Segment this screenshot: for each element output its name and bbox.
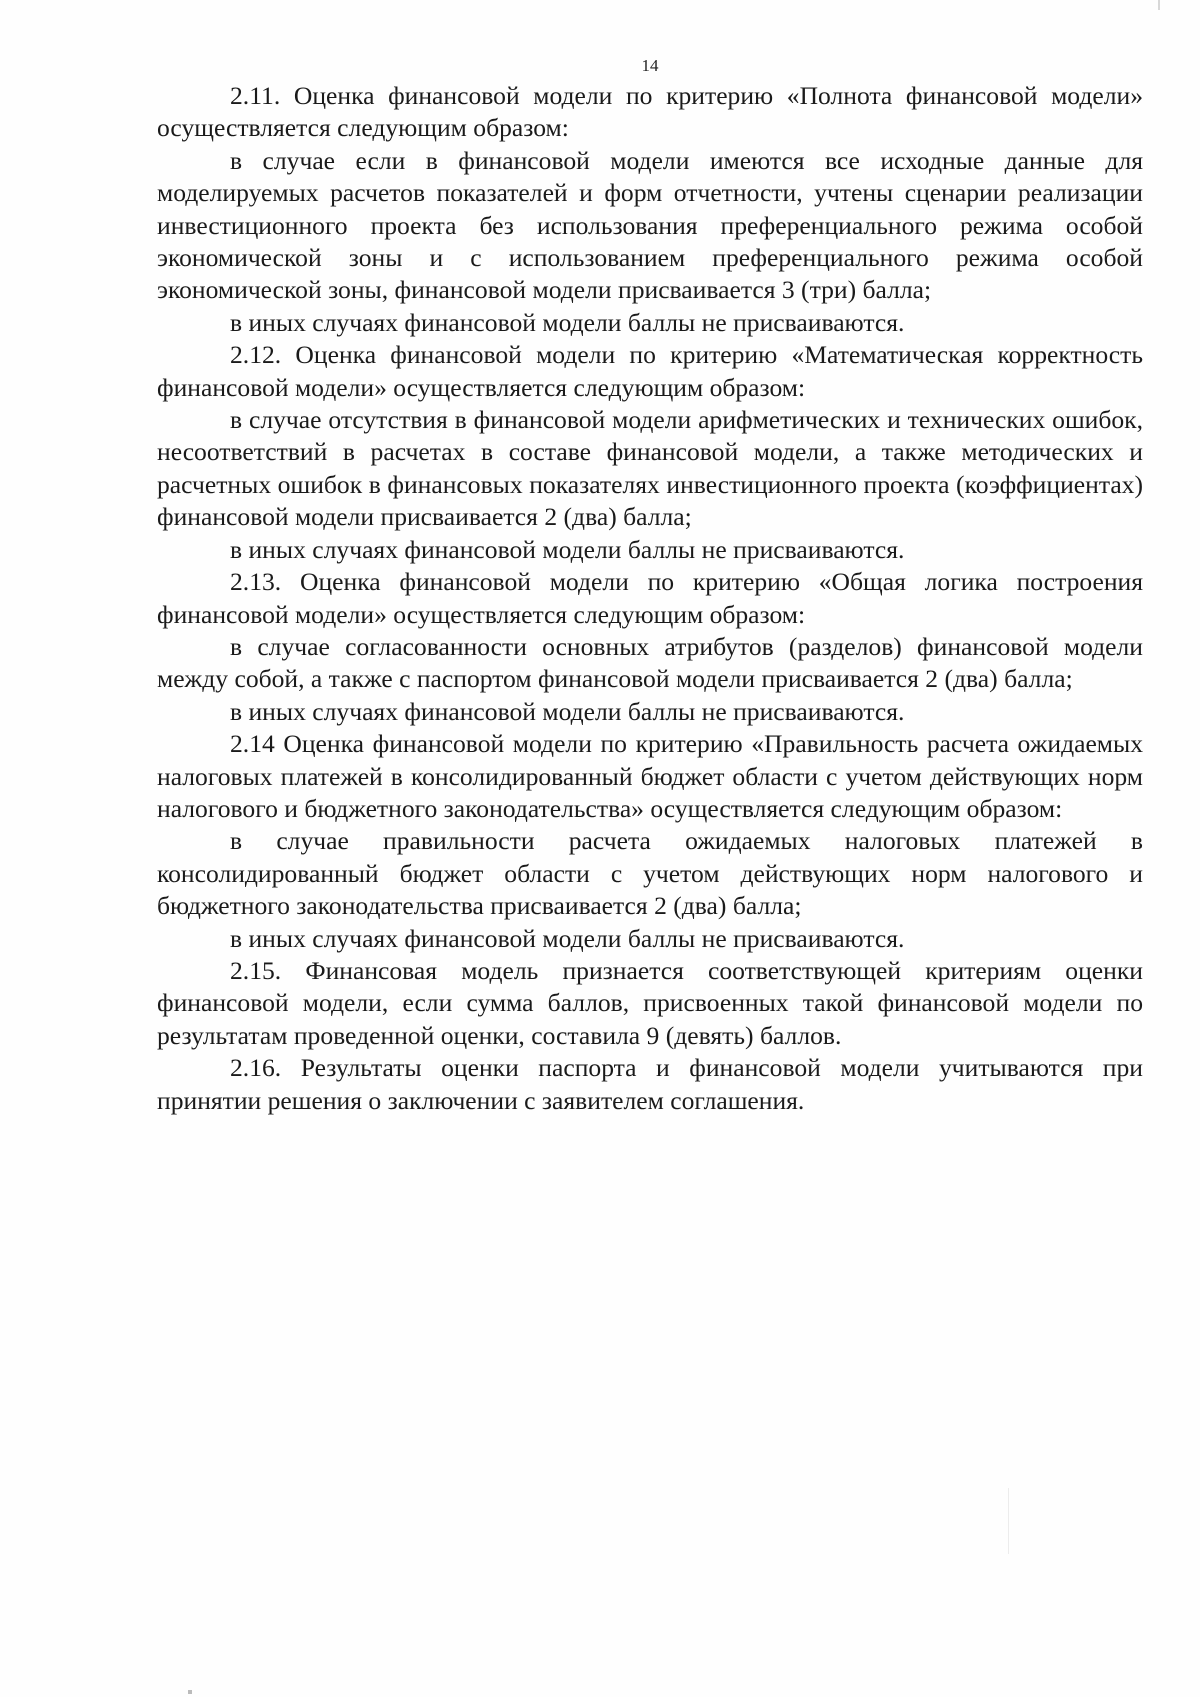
paragraph-2-13-case-no: в иных случаях финансовой модели баллы не присваиваются. [230,696,905,726]
scan-edge-mark-top [1158,0,1160,10]
document-body [157,80,1143,1117]
scan-edge-mark-right [1008,1488,1009,1554]
scan-edge-mark-bottom-left [188,1690,192,1694]
paragraph-2-11-case-no: в иных случаях финансовой модели баллы не присваиваются. [230,307,905,337]
page-number: 14 [641,56,659,75]
paragraph-2-11-case-yes: в случае если в финансовой модели имеются все исходные данные для моделируемых расчетов показателей и форм отчетности, учтены сценарии реализации инвестиционного проекта без использования преференциального режима особой экономической зоны и с использованием преференциального режима особой экономической зоны, финансовой модели присваивается 3 (три) балла; [157,145,1143,305]
paragraph-2-12: 2.12. Оценка финансовой модели по критерию «Математическая корректность финансовой модели» осуществляется следующим образом: [157,340,1143,402]
paragraph-2-16: 2.16. Результаты оценки паспорта и финансовой модели учитываются при принятии решения о заключении с заявителем соглашения. [157,1053,1143,1115]
paragraph-2-12-case-no: в иных случаях финансовой модели баллы не присваиваются. [230,534,905,564]
paragraph-2-15: 2.15. Финансовая модель признается соответствующей критериям оценки финансовой модели, если сумма баллов, присвоенных такой финансовой модели по результатам проведенной оценки, составила 9 (девять) баллов. [157,955,1143,1050]
paragraph-2-14: 2.14 Оценка финансовой модели по критерию «Правильность расчета ожидаемых налоговых платежей в консолидированный бюджет области с учетом действующих норм налогового и бюджетного законодательства» осуществляется следующим образом: [157,729,1143,823]
paragraph-2-14-case-yes: в случае правильности расчета ожидаемых налоговых платежей в консолидированный бюджет области с учетом действующих норм налогового и бюджетного законодательства присваивается 2 (два) балла; [157,826,1143,921]
paragraph-2-13: 2.13. Оценка финансовой модели по критерию «Общая логика построения финансовой модели» осуществляется следующим образом: [157,567,1143,629]
paragraph-2-14-case-no: в иных случаях финансовой модели баллы не присваиваются. [230,923,905,953]
paragraph-2-11: 2.11. Оценка финансовой модели по критерию «Полнота финансовой модели» осуществляется следующим образом: [157,81,1143,143]
paragraph-2-13-case-yes: в случае согласованности основных атрибутов (разделов) финансовой модели между собой, а также с паспортом финансовой модели присваивается 2 (два) балла; [157,631,1143,694]
paragraph-2-12-case-yes: в случае отсутствия в финансовой модели арифметических и технических ошибок, несоответствий в расчетах в составе финансовой модели, а также методических и расчетных ошибок в финансовых показателях инвестиционного проекта (коэффициентах) финансовой модели присваивается 2 (два) балла; [157,405,1143,532]
